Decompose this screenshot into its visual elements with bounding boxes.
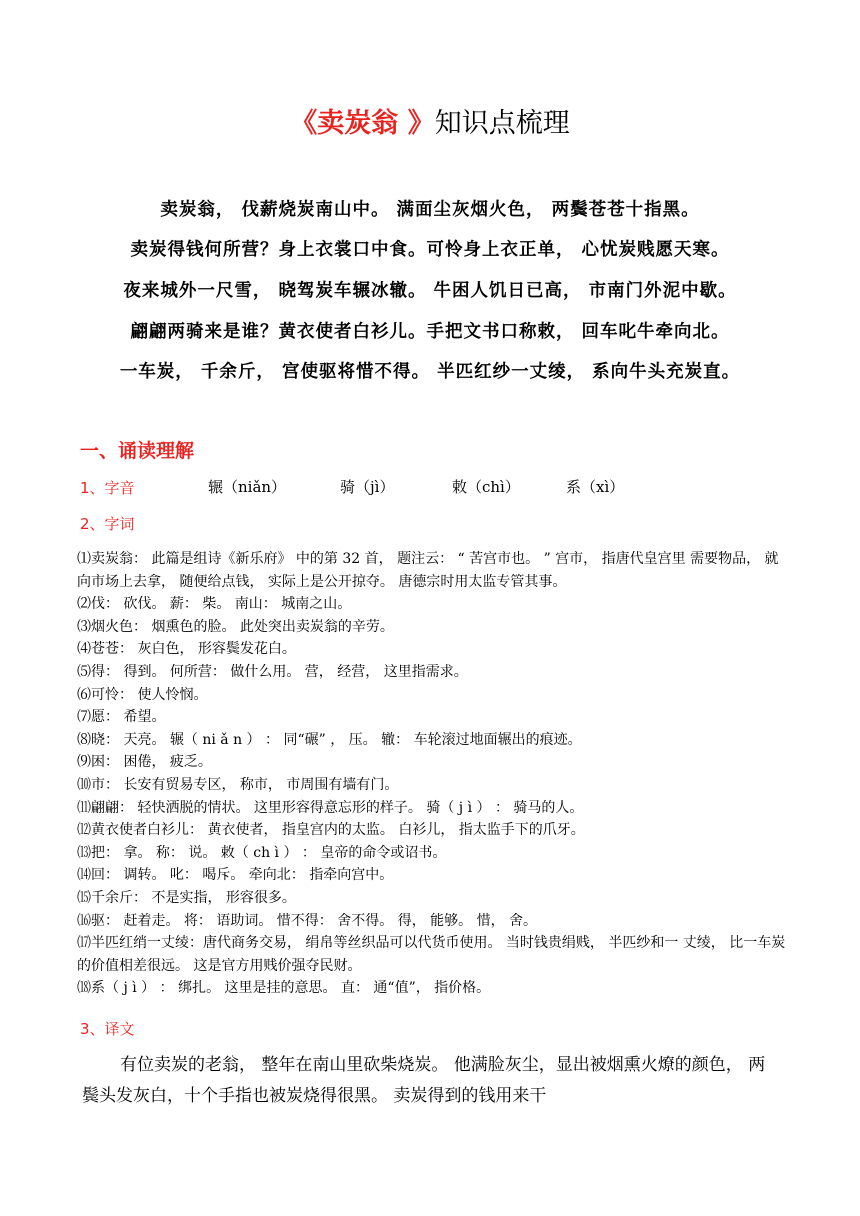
note-item: ⑹可怜： 使人怜悯。	[77, 686, 208, 703]
pronunciation-list	[0, 476, 860, 496]
page-title	[0, 106, 860, 142]
note-item: ⒀把： 拿。 称： 说。 敕（ ch ì ） ： 皇帝的命令或诏书。	[77, 844, 447, 861]
note-item: ⑶烟火色： 烟熏色的脸。 此处突出卖炭翁的辛劳。	[77, 618, 394, 635]
note-item: ⑻晓： 天亮。 辗（ ni ǎ n ） ： 同“碾” ， 压。 辙： 车轮滚过地面辗出的痕迹。	[77, 731, 582, 748]
subheading-vocabulary: 2、字词	[80, 515, 135, 533]
note-item: ⑵伐： 砍伐。 薪： 柴。 南山： 城南之山。	[77, 596, 352, 613]
translation-paragraph: 有位卖炭的老翁， 整年在南山里砍柴烧炭。 他满脸灰尘，显出被烟熏火燎的颜色， 两鬓头发灰白，十个手指也被炭烧得很黑。 卖炭得到的钱用来干	[82, 1055, 766, 1106]
note-item: ⑴卖炭翁： 此篇是组诗《新乐府》 中的第 32 首， 题注云： “ 苦宫市也。 ” 宫市， 指唐代皇宫里 需要物品， 就向市场上去拿， 随便给点钱， 实际上是公开掠夺。 唐德宗时用太监专管其事。	[77, 551, 779, 590]
note-item: ⒄半匹红绡一丈绫：唐代商务交易， 绢帛等丝织品可以代货币使用。 当时钱贵绢贱， 半匹纱和一 丈绫， 比一车炭的价值相差很远。 这是官方用贱价强夺民财。	[77, 935, 786, 974]
note-item: ⒁回： 调转。 叱： 喝斥。 牵向北： 指牵向宫中。	[77, 867, 394, 884]
poem-line: 一车炭， 千余斤， 宫使驱将惜不得。 半匹红纱一丈绫， 系向牛头充炭直。	[119, 362, 741, 382]
note-item: ⒅系（ j ì ） ： 绑扎。 这里是挂的意思。 直： 通“值”， 指价格。	[77, 980, 491, 997]
note-item: ⒂千余斤： 不是实指， 形容很多。	[77, 889, 296, 906]
note-item: ⑽市： 长安有贸易专区， 称市， 市周围有墙有门。	[77, 776, 399, 793]
subheading-translation: 3、译文	[80, 1020, 135, 1038]
pronunciation-item: 骑（jì）	[340, 478, 395, 496]
note-item: ⑾翩翩： 轻快洒脱的情状。 这里形容得意忘形的样子。 骑（ j ì ） ： 骑马的人。	[77, 799, 584, 816]
poem-line: 卖炭翁， 伐薪烧炭南山中。 满面尘灰烟火色， 两鬓苍苍十指黑。	[160, 200, 700, 220]
pronunciation-item: 系（xì）	[566, 478, 625, 496]
title-suffix: 知识点梳理	[434, 108, 570, 139]
poem-line: 卖炭得钱何所营？身上衣裳口中食。可怜身上衣正单， 心忧炭贱愿天寒。	[130, 240, 730, 260]
vocabulary-notes	[77, 548, 787, 1000]
note-item: ⑼困： 困倦， 疲乏。	[77, 754, 212, 771]
note-item: ⒃驱： 赶着走。 将： 语助词。 惜不得： 舍不得。 得， 能够。 惜， 舍。	[77, 912, 538, 929]
note-item: ⑺愿： 希望。	[77, 709, 166, 726]
title-book-name: 《卖炭翁 》	[290, 108, 435, 139]
poem-line: 翩翩两骑来是谁？黄衣使者白衫儿。手把文书口称敕， 回车叱牛牵向北。	[130, 322, 730, 342]
note-item: ⑿黄衣使者白衫儿： 黄衣使者， 指皇宫内的太监。 白衫儿， 指太监手下的爪牙。	[77, 822, 585, 839]
note-item: ⑷苍苍： 灰白色， 形容鬓发花白。	[77, 641, 296, 658]
poem-line: 夜来城外一尺雪， 晓驾炭车辗冰辙。 牛困人饥日已高， 市南门外泥中歇。	[123, 281, 737, 301]
note-item: ⑸得： 得到。 何所营： 做什么用。 营， 经营， 这里指需求。	[77, 663, 468, 680]
section-heading: 一、诵读理解	[80, 440, 195, 462]
pronunciation-item: 敕（chì）	[452, 478, 520, 496]
pronunciation-item: 辗（niǎn）	[208, 478, 287, 496]
subheading-pronunciation: 1、字音	[80, 479, 135, 497]
